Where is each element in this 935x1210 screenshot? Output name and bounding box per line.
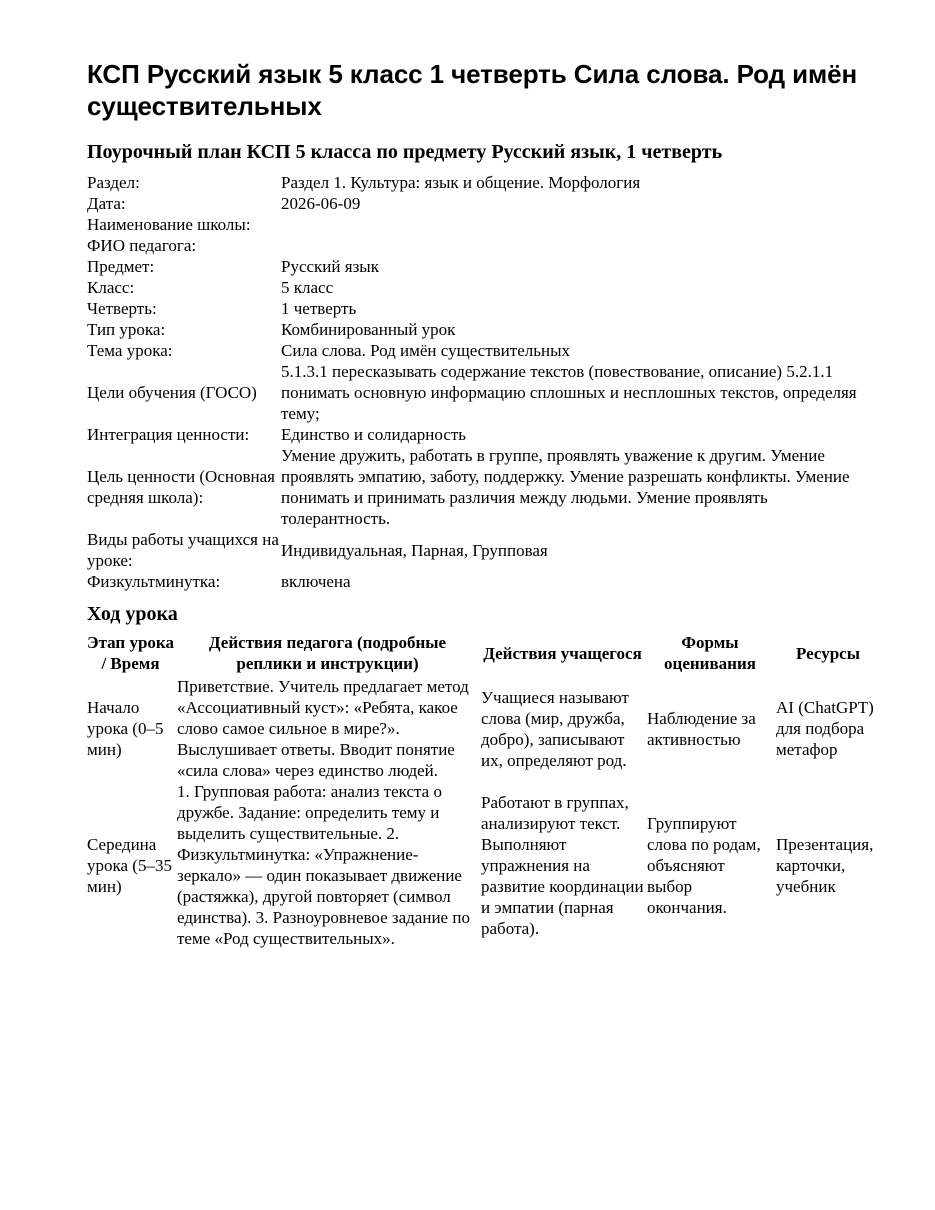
resources-cell: Презентация, карточки, учебник — [776, 834, 874, 896]
info-label: Предмет: — [87, 257, 155, 276]
stage-cell: Начало урока (0–5 мин) — [87, 698, 164, 759]
info-row — [87, 529, 880, 571]
info-value: Русский язык — [281, 257, 379, 276]
lesson-table — [87, 632, 880, 949]
info-row — [87, 214, 880, 235]
info-label: Физкультминутка: — [87, 572, 221, 591]
col-header-assessment: Формы оценивания — [664, 633, 756, 673]
info-value: Индивидуальная, Парная, Групповая — [281, 540, 548, 560]
info-row — [87, 256, 880, 277]
info-label: Дата: — [87, 194, 126, 213]
info-row — [87, 445, 880, 529]
info-label: Цели обучения (ГОСО) — [87, 383, 257, 402]
info-label: Тип урока: — [87, 320, 166, 339]
stage-cell: Середина урока (5–35 мин) — [87, 834, 172, 896]
assessment-cell: Группируют слова по родам, объясняют выбор окончания. — [647, 813, 761, 917]
info-row — [87, 193, 880, 214]
info-value: 2026-06-09 — [281, 194, 361, 213]
info-label: Цель ценности (Основная средняя школа): — [87, 467, 275, 507]
col-header-resources: Ресурсы — [795, 643, 860, 663]
info-value — [281, 235, 880, 256]
info-row — [87, 235, 880, 256]
info-row — [87, 571, 880, 592]
col-header-stage: Этап урока / Время — [87, 633, 174, 673]
info-value: Единство и солидарность — [281, 425, 467, 444]
info-row — [87, 298, 880, 319]
info-row — [87, 340, 880, 361]
info-value: Сила слова. Род имён существительных — [281, 341, 570, 360]
info-value: 5.1.3.1 пересказывать содержание текстов (повествование, описание) 5.2.1.1 понимать основную информацию сплошных и несплошных текстов, определяя тему; — [281, 362, 857, 423]
lesson-row — [87, 781, 880, 949]
assessment-cell: Наблюдение за активностью — [647, 708, 756, 749]
lesson-header-row — [87, 632, 880, 676]
info-row — [87, 319, 880, 340]
info-row — [87, 424, 880, 445]
info-value: Комбинированный урок — [281, 320, 456, 339]
info-label: Тема урока: — [87, 341, 173, 360]
document-page — [87, 58, 880, 949]
info-value: Раздел 1. Культура: язык и общение. Морфология — [281, 173, 641, 192]
page-title: КСП Русский язык 5 класс 1 четверть Сила слова. Род имён существительных — [87, 59, 858, 121]
info-value: 1 четверть — [281, 299, 357, 318]
info-label: Наименование школы: — [87, 215, 251, 234]
plan-subtitle: Поурочный план КСП 5 класса по предмету Русский язык, 1 четверть — [87, 141, 723, 163]
info-label: Интеграция ценности: — [87, 425, 250, 444]
lesson-heading: Ход урока — [87, 603, 178, 625]
student-actions-cell: Учащиеся называют слова (мир, дружба, добро), записывают их, определяют род. — [481, 687, 629, 770]
info-value — [281, 214, 880, 235]
info-value: Умение дружить, работать в группе, проявлять уважение к другим. Умение проявлять эмпатию, заботу, поддержку. Умение разрешать конфликты. Умение понимать и принимать различия между людьми. Умение проявлять толерантность. — [281, 446, 850, 528]
info-label: Класс: — [87, 278, 135, 297]
info-label: ФИО педагога: — [87, 236, 197, 255]
teacher-actions-cell: Приветствие. Учитель предлагает метод «Ассоциативный куст»: «Ребята, какое слово самое сильное в мире?». Выслушивает ответы. Вводит понятие «сила слова» через единство людей. — [177, 677, 469, 780]
teacher-actions-cell: 1. Групповая работа: анализ текста о дружбе. Задание: определить тему и выделить существительные. 2. Физкультминутка: «Упражнение-зеркало» — один показывает движение (растяжка), другой повторяет (символ единства). 3. Разноуровневое задание по теме «Род существительных». — [177, 782, 470, 948]
info-value: 5 класс — [281, 278, 334, 297]
info-label: Раздел: — [87, 173, 140, 192]
col-header-student-actions: Действия учащегося — [483, 643, 642, 663]
student-actions-cell: Работают в группах, анализируют текст. Выполняют упражнения на развитие координации и эмпатии (парная работа). — [481, 792, 644, 938]
info-table — [87, 172, 880, 592]
info-value: включена — [281, 572, 351, 591]
col-header-teacher-actions: Действия педагога (подробные реплики и инструкции) — [208, 633, 447, 673]
info-label: Четверть: — [87, 299, 157, 318]
lesson-row — [87, 676, 880, 781]
info-row — [87, 361, 880, 424]
info-label: Виды работы учащихся на уроке: — [87, 530, 279, 570]
resources-cell: AI (ChatGPT) для подбора метафор — [776, 698, 874, 759]
info-row — [87, 277, 880, 298]
info-row — [87, 172, 880, 193]
